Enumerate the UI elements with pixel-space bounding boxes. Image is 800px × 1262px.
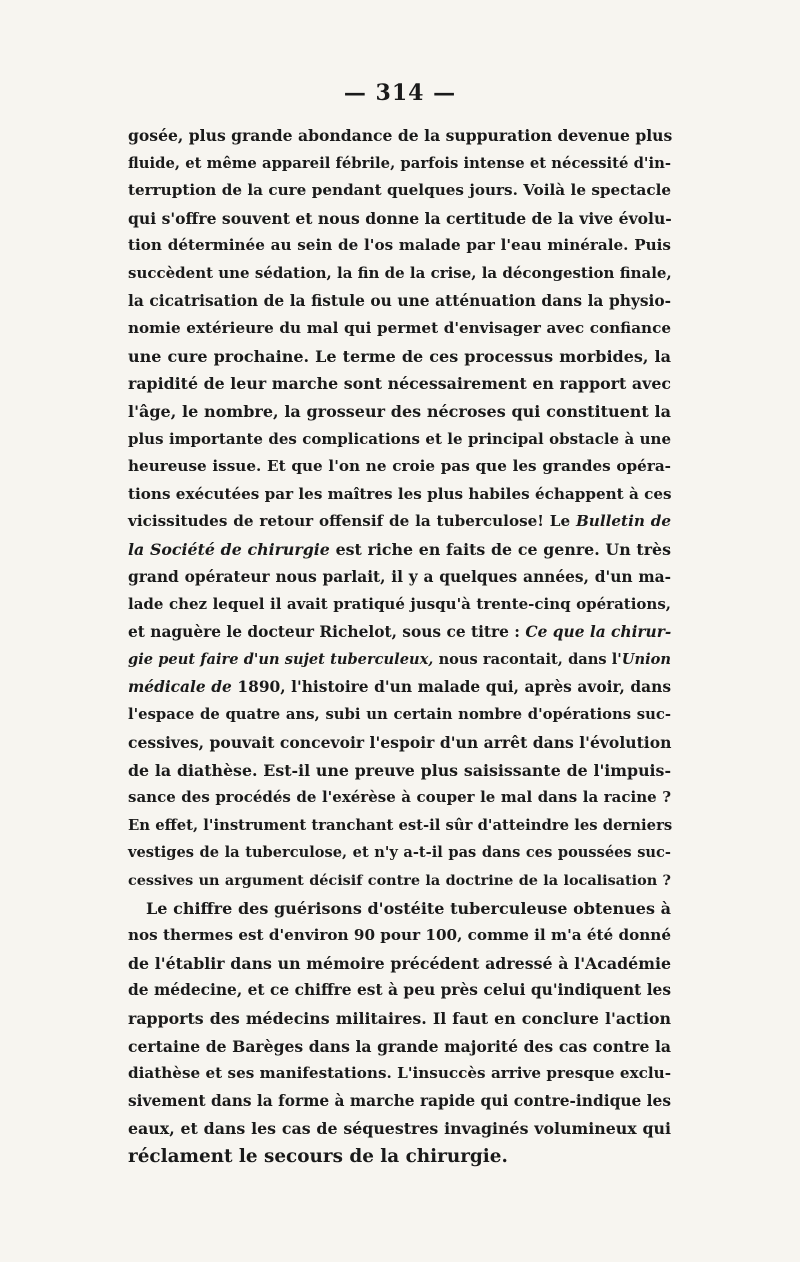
text-segment: rapports des médecins militaires. Il faut en conclure l'action — [128, 1009, 671, 1028]
text-line — [128, 564, 671, 592]
text-line — [128, 922, 671, 950]
text-line — [128, 867, 671, 895]
text-segment: 1890, l'histoire d'un malade qui, après avoir, dans — [231, 677, 671, 696]
text-segment: grand opérateur nous parlait, il y a quelques années, d'un ma- — [128, 567, 671, 586]
text-line — [128, 977, 671, 1005]
text-line — [128, 1143, 671, 1171]
text-line — [128, 1033, 671, 1061]
text-line — [128, 260, 671, 288]
text-segment: vestiges de la tuberculose, et n'y a-t-il pas dans ces poussées suc- — [128, 844, 671, 862]
text-segment: vicissitudes de retour offensif de la tuberculose! Le — [128, 512, 576, 531]
text-segment: cessives un argument décisif contre la doctrine de la localisation ? — [128, 872, 671, 890]
italic-text: médicale de — [128, 677, 232, 696]
text-segment: réclament le secours de la chirurgie. — [128, 1145, 508, 1167]
text-segment: heureuse issue. Et que l'on ne croie pas que les grandes opéra- — [128, 457, 671, 476]
page-number: — 314 — — [343, 80, 457, 106]
text-segment: qui s'offre souvent et nous donne la certitude de la vive évolu- — [128, 208, 672, 228]
body-text — [128, 122, 671, 1171]
text-line — [128, 315, 671, 343]
text-line — [128, 536, 671, 564]
text-line — [128, 177, 671, 205]
text-segment: sance des procédés de l'exérèse à couper le mal dans la racine ? — [128, 788, 671, 807]
text-segment: diathèse et ses manifestations. L'insuccès arrive presque exclu- — [128, 1064, 671, 1083]
text-segment: de la diathèse. Est-il une preuve plus saisissante de l'impuis- — [128, 760, 671, 780]
text-segment: de l'établir dans un mémoire précédent adressé à l'Académie — [128, 953, 671, 973]
text-segment: terruption de la cure pendant quelques jours. Voilà le spectacle — [128, 181, 671, 200]
text-line — [128, 674, 671, 702]
text-line — [128, 1088, 671, 1116]
text-line — [128, 288, 671, 316]
text-segment: eaux, et dans les cas de séquestres invaginés volumineux qui — [128, 1119, 671, 1139]
text-segment: certaine de Barèges dans la grande majorité des cas contre la — [128, 1036, 671, 1056]
text-line — [128, 453, 671, 481]
text-line — [128, 950, 671, 978]
text-segment: et naguère le docteur Richelot, sous ce titre : — [128, 622, 526, 641]
text-segment: sivement dans la forme à marche rapide qui contre-indique les — [128, 1091, 671, 1110]
text-segment: tion déterminée au sein de l'os malade par l'eau minérale. Puis — [128, 236, 671, 255]
text-line — [128, 1115, 671, 1143]
text-segment: une cure prochaine. Le terme de ces processus morbides, la — [128, 346, 671, 366]
text-line — [128, 757, 671, 785]
text-line — [128, 812, 671, 840]
text-line — [128, 150, 671, 178]
text-segment: la cicatrisation de la fistule ou une atténuation dans la physio- — [128, 291, 671, 310]
text-segment: l'âge, le nombre, la grosseur des nécroses qui constituent la — [128, 401, 671, 421]
text-segment: cessives, pouvait concevoir l'espoir d'un arrêt dans l'évolution — [128, 733, 672, 753]
text-line — [128, 1005, 671, 1033]
text-line — [128, 426, 671, 454]
text-segment: rapidité de leur marche sont nécessairement en rapport avec — [128, 374, 671, 394]
text-line — [128, 839, 671, 867]
text-line — [128, 343, 671, 371]
text-segment: fluide, et même appareil fébrile, parfois intense et nécessité d'in- — [128, 154, 671, 172]
text-line — [128, 205, 671, 233]
text-line — [128, 232, 671, 260]
text-line — [128, 481, 671, 509]
text-segment: nos thermes est d'environ 90 pour 100, comme il m'a été donné — [128, 926, 671, 945]
text-line — [128, 729, 671, 757]
text-segment: nous racontait, dans l' — [433, 651, 622, 669]
text-line — [128, 1060, 671, 1088]
text-segment: succèdent une sédation, la fin de la crise, la décongestion finale, — [128, 263, 672, 282]
text-segment: tions exécutées par les maîtres les plus habiles échappent à ces — [128, 484, 672, 503]
text-segment: lade chez lequel il avait pratiqué jusqu'à trente-cinq opérations, — [128, 595, 671, 614]
text-line — [128, 398, 671, 426]
italic-text: Bulletin de — [575, 512, 671, 531]
text-segment: de médecine, et ce chiffre est à peu près celui qu'indiquent les — [128, 981, 671, 1000]
italic-text: Union — [621, 651, 671, 669]
text-segment: nomie extérieure du mal qui permet d'envisager avec confiance — [128, 319, 671, 338]
text-line — [128, 508, 671, 536]
text-segment: l'espace de quatre ans, subi un certain nombre d'opérations suc- — [128, 706, 671, 724]
text-line — [128, 619, 671, 647]
text-line — [128, 591, 671, 619]
text-line — [128, 122, 671, 150]
italic-text: Ce que la chirur- — [525, 622, 672, 641]
text-segment: En effet, l'instrument tranchant est-il sûr d'atteindre les derniers — [128, 816, 673, 834]
text-line — [128, 646, 671, 674]
text-segment: est riche en faits de ce genre. Un très — [329, 539, 671, 559]
text-segment: gosée, plus grande abondance de la suppuration devenue plus — [128, 126, 673, 145]
text-line — [128, 701, 671, 729]
italic-text: gie peut faire d'un sujet tuberculeux, — [128, 651, 434, 669]
italic-text: la Société de chirurgie — [128, 539, 330, 559]
text-line — [128, 784, 671, 812]
text-line — [128, 370, 671, 398]
text-line — [128, 895, 671, 923]
text-segment: plus importante des complications et le principal obstacle à une — [128, 429, 671, 448]
text-segment: Le chiffre des guérisons d'ostéite tuberculeuse obtenues à — [146, 898, 671, 918]
